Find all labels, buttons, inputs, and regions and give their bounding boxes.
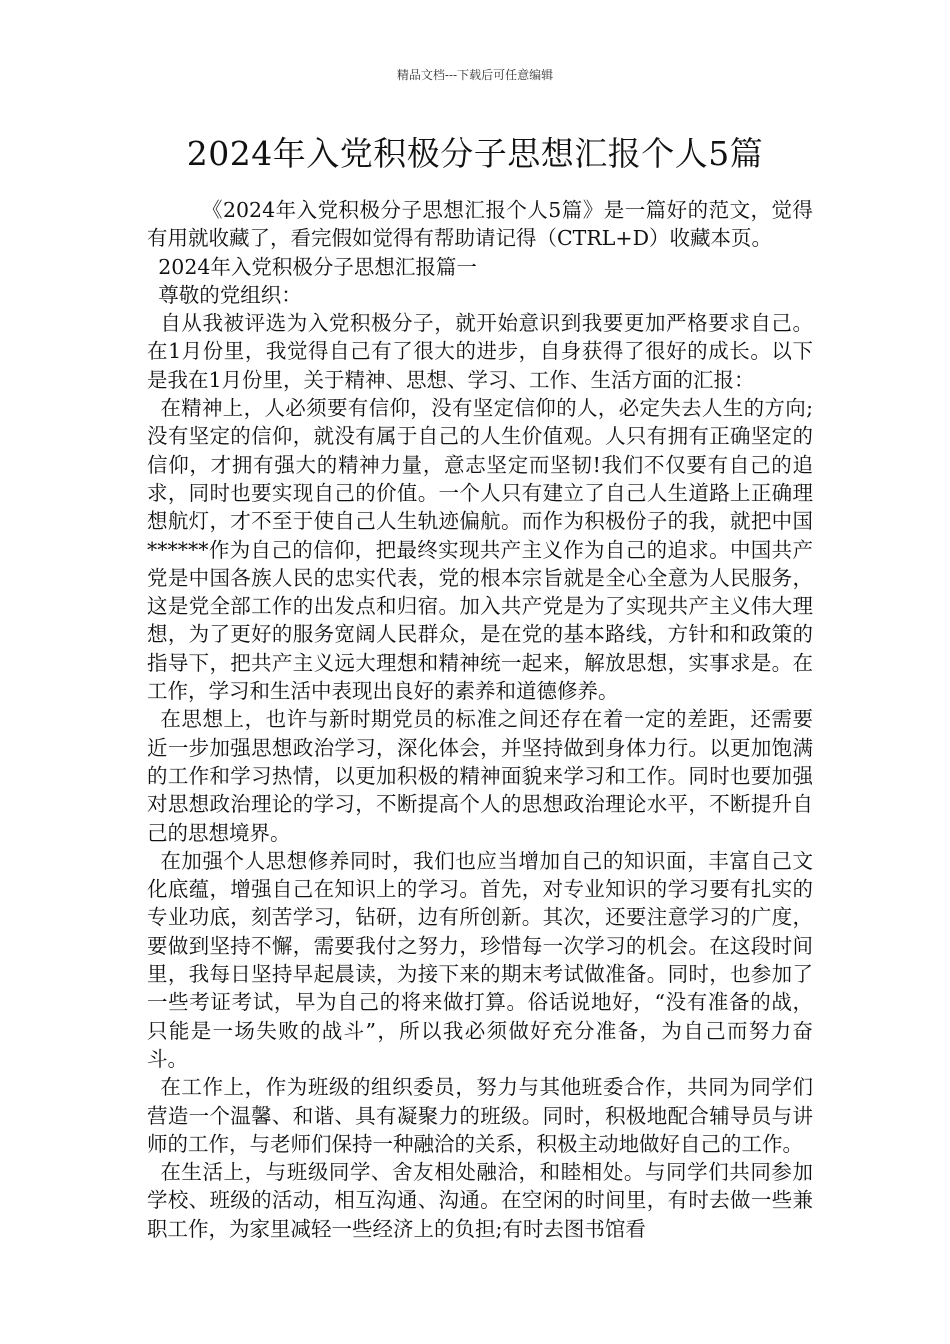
body-paragraph: 在生活上，与班级同学、舍友相处融洽，和睦相处。与同学们共同参加学校、班级的活动，相互沟通、沟通。在空闲的时间里，有时去做一些兼职工作，为家里减轻一些经济上的负担;有时去图书馆看 (147, 1160, 813, 1241)
body-paragraph: 在思想上，也许与新时期党员的标准之间还存在着一定的差距，还需要近一步加强思想政治学习，深化体会，并坚持做到身体力行。以更加饱满的工作和学习热情，以更加积极的精神面貌来学习和工作。同时也要加强对思想政治理论的学习，不断提高个人的思想政治理论水平，不断提升自己的思想境界。 (147, 707, 813, 845)
document-title: 2024年入党积极分子思想汇报个人5篇 (186, 134, 764, 173)
document-body (147, 196, 813, 1243)
intro-paragraph: 《2024年入党积极分子思想汇报个人5篇》是一篇好的范文，觉得有用就收藏了，看完假如觉得有帮助请记得（CTRL+D）收藏本页。 (147, 198, 813, 251)
body-paragraph: 在精神上，人必须要有信仰，没有坚定信仰的人，必定失去人生的方向;没有坚定的信仰，就没有属于自己的人生价值观。人只有拥有正确坚定的信仰，才拥有强大的精神力量，意志坚定而坚韧!我们不仅要有自己的追求，同时也要实现自己的价值。一个人只有建立了自己人生道路上正确理想航灯，才不至于使自己人生轨迹偏航。而作为积极份子的我，就把中国******作为自己的信仰，把最终实现共产主义作为自己的追求。中国共产党是中国各族人民的忠实代表，党的根本宗旨就是全心全意为人民服务，这是党全部工作的出发点和归宿。加入共产党是为了实现共产主义伟大理想，为了更好的服务宽阔人民群众，是在党的基本路线，方针和和政策的指导下，把共产主义远大理想和精神统一起来，解放思想，实事求是。在工作，学习和生活中表现出良好的素养和道德修养。 (147, 396, 813, 704)
body-paragraph: 自从我被评选为入党积极分子，就开始意识到我要更加严格要求自己。在1月份里，我觉得自己有了很大的进步，自身获得了很好的成长。以下是我在1月份里，关于精神、思想、学习、工作、生活方面的汇报： (147, 311, 813, 392)
body-paragraph: 在工作上，作为班级的组织委员，努力与其他班委合作，共同为同学们营造一个温馨、和谐、具有凝聚力的班级。同时，积极地配合辅导员与讲师的工作，与老师们保持一种融洽的关系，积极主动地做好自己的工作。 (147, 1075, 813, 1156)
salutation: 尊敬的党组织： (158, 282, 302, 307)
body-paragraph: 在加强个人思想修养同时，我们也应当增加自己的知识面，丰富自己文化底蕴，增强自己在知识上的学习。首先，对专业知识的学习要有扎实的专业功底，刻苦学习，钻研，边有所创新。其次，还要注意学习的广度，要做到坚持不懈，需要我付之努力，珍惜每一次学习的机会。在这段时间里，我每日坚持早起晨读，为接下来的期末考试做准备。同时，也参加了一些考证考试，早为自己的将来做打算。俗话说地好，“没有准备的战，只能是一场失败的战斗”，所以我必须做好充分准备，为自己而努力奋斗。 (147, 848, 813, 1071)
header-note: 精品文档---下载后可任意编辑 (396, 68, 554, 82)
section-heading: 2024年入党积极分子思想汇报篇一 (158, 254, 477, 279)
